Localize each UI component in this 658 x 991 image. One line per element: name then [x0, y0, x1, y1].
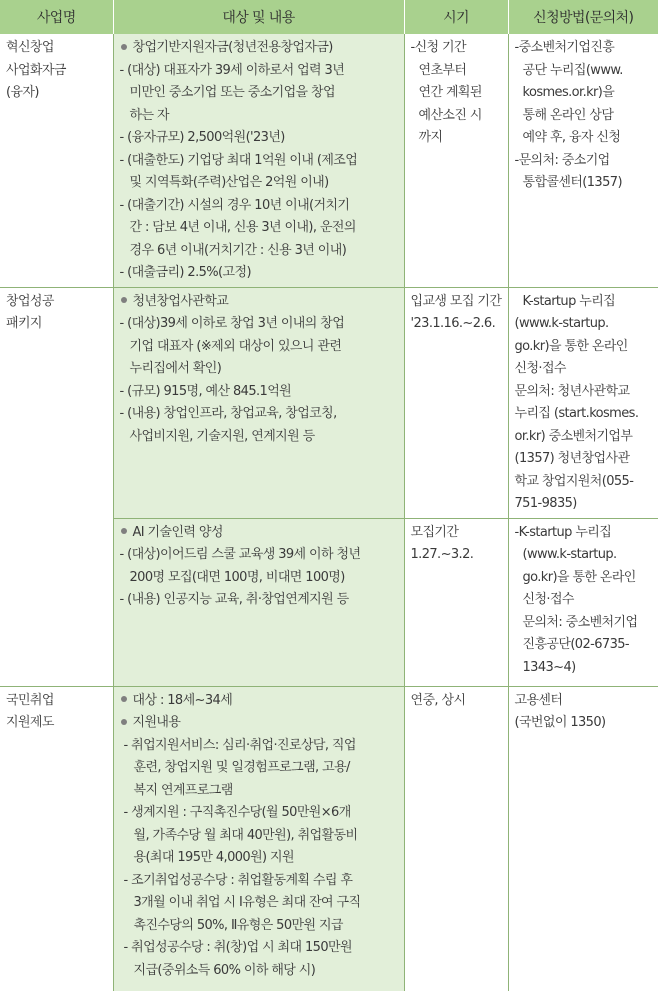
content-line: 기업 대표자 (※제외 대상이 있으니 관련 — [129, 338, 342, 354]
apply-line: -문의처: 중소기업 — [514, 152, 610, 168]
program-name — [0, 287, 113, 686]
content-line: - (대출금리) 2.5%(고정) — [119, 265, 251, 280]
content-bullet: 청년창업사관학교 — [120, 291, 400, 314]
content-line: 3개월 이내 취업 시 Ⅰ유형은 최대 잔여 구직 — [133, 895, 361, 910]
content-line: - (내용) 창업인프라, 창업교육, 창업코칭, — [119, 406, 337, 421]
content-line: - (융자규모) 2,500억원('23년) — [119, 130, 285, 145]
period-line: '23.1.16.~2.6. — [410, 316, 496, 331]
apply-line: 예약 후, 융자 신청 — [522, 130, 621, 145]
content-bullet: 대상 : 18세~34세 — [120, 690, 400, 713]
apply-line: (www.k-startup. — [514, 316, 609, 331]
content-line: - 취업성공수당 : 취(창)업 시 최대 150만원 — [123, 940, 352, 955]
content-bullet: 지원내용 — [120, 712, 400, 735]
apply-line: 문의처: 중소벤처기업 — [522, 614, 638, 630]
program-name-line: 국민취업 — [6, 692, 54, 708]
program-content — [113, 287, 404, 518]
content-line: 누리집에서 확인) — [129, 361, 222, 376]
program-period — [404, 518, 508, 686]
header-content: 대상 및 내용 — [113, 0, 404, 34]
apply-line: 진흥공단(02-6735- — [522, 637, 630, 652]
period-line: 연초부터 — [418, 62, 467, 78]
content-line: - 취업지원서비스: 심리·취업·진로상담, 직업 — [123, 737, 356, 753]
period-line: 예산소진 시 — [418, 107, 482, 123]
content-line: 미만인 중소기업 또는 중소기업을 창업 — [129, 85, 335, 100]
content-line: 사업비지원, 기술지원, 연계지원 등 — [129, 428, 315, 444]
program-period — [404, 287, 508, 518]
content-line: 월, 가족수당 월 최대 40만원), 취업활동비 — [133, 827, 358, 843]
content-bullet: 창업기반지원자금(청년전용창업자금) — [120, 37, 400, 60]
apply-line: 통해 온라인 상담 — [522, 107, 614, 123]
apply-line: 통합콜센터(1357) — [522, 175, 622, 190]
program-apply — [508, 686, 658, 991]
program-name — [0, 686, 113, 991]
content-line: - (규모) 915명, 예산 845.1억원 — [119, 383, 292, 399]
bullet-icon — [121, 297, 127, 303]
program-content — [113, 518, 404, 686]
apply-line: -중소벤처기업진흥 — [514, 40, 615, 55]
period-line: 모집기간 — [410, 524, 459, 540]
program-name-line: 사업화자금 — [6, 62, 66, 78]
content-line: - 생계지원 : 구직촉진수당(월 50만원×6개 — [123, 805, 351, 820]
header-period: 시기 — [404, 0, 508, 34]
bullet-icon — [121, 719, 127, 725]
apply-line: (1357) 청년창업사관 — [514, 451, 630, 466]
content-line: - (대상) 대표자가 39세 이하로서 업력 3년 — [119, 62, 345, 78]
content-line: 복지 연계프로그램 — [133, 782, 233, 798]
program-name-line: (융자) — [6, 85, 39, 100]
program-content — [113, 686, 404, 991]
period-line: 까지 — [418, 130, 443, 145]
apply-line: 신청·접수 — [514, 361, 566, 376]
period-line: 입교생 모집 기간 — [410, 293, 502, 309]
content-line: 지급(중위소득 60% 이하 해당 시) — [133, 962, 316, 978]
apply-line: 751-9835) — [514, 496, 577, 511]
apply-line: 고용센터 — [514, 692, 563, 708]
apply-line: (www.k-startup. — [522, 547, 617, 562]
program-name-line: 지원제도 — [6, 715, 54, 730]
apply-line: 문의처: 청년사관학교 — [514, 383, 630, 399]
apply-line: kosmes.or.kr)을 — [522, 85, 615, 100]
period-line: -신청 기간 — [410, 40, 466, 55]
bullet-icon — [121, 528, 127, 534]
content-line: - (대출기간) 시설의 경우 10년 이내(거치기 — [119, 197, 350, 213]
content-line: 및 지역특화(주력)산업은 2억원 이내) — [129, 175, 329, 190]
program-period — [404, 686, 508, 991]
content-line: 훈련, 창업지원 및 일경험프로그램, 고용/ — [133, 760, 350, 775]
content-line: - 조기취업성공수당 : 취업활동계획 수립 후 — [123, 872, 353, 888]
period-line: 연간 계획된 — [418, 85, 482, 100]
bullet-icon — [121, 44, 127, 50]
program-name-line: 혁신창업 — [6, 40, 54, 55]
apply-line: 신청·접수 — [522, 592, 574, 607]
content-line: 용(최대 195만 4,000원) 지원 — [133, 850, 294, 865]
program-apply — [508, 287, 658, 518]
table-row — [0, 34, 658, 287]
apply-line: 누리집 (start.kosmes. — [514, 406, 639, 421]
period-line: 1.27.~3.2. — [410, 547, 474, 562]
content-line: 경우 6년 이내(거치기간 : 신용 3년 이내) — [129, 242, 347, 258]
period-line: 연중, 상시 — [410, 692, 466, 708]
bullet-icon — [121, 696, 127, 702]
program-name — [0, 34, 113, 287]
content-bullet: AI 기술인력 양성 — [120, 522, 400, 545]
apply-line: or.kr) 중소벤처기업부 — [514, 428, 633, 444]
header-name: 사업명 — [0, 0, 113, 34]
program-apply — [508, 34, 658, 287]
program-content — [113, 34, 404, 287]
apply-line: -K-startup 누리집 — [514, 524, 612, 540]
content-line: 200명 모집(대면 100명, 비대면 100명) — [129, 569, 345, 585]
content-line: - (대출한도) 기업당 최대 1억원 이내 (제조업 — [119, 152, 358, 168]
table-row — [0, 686, 658, 991]
apply-line: 1343~4) — [522, 659, 576, 675]
header-row — [0, 0, 658, 34]
header-apply: 신청방법(문의처) — [508, 0, 658, 34]
program-apply — [508, 518, 658, 686]
content-line: 촉진수당의 50%, Ⅱ유형은 50만원 지급 — [133, 917, 343, 933]
content-line: - (대상)39세 이하로 창업 3년 이내의 창업 — [119, 316, 345, 331]
content-line: - (대상)이어드림 스쿨 교육생 39세 이하 청년 — [119, 547, 361, 562]
table-row — [0, 287, 658, 518]
program-name-line: 패키지 — [6, 316, 42, 331]
apply-line: go.kr)을 통한 온라인 — [514, 338, 628, 354]
apply-line: (국번없이 1350) — [514, 715, 606, 730]
apply-line: 공단 누리집(www. — [522, 62, 623, 78]
content-line: - (내용) 인공지능 교육, 취·창업연계지원 등 — [119, 592, 349, 607]
program-name-line: 창업성공 — [6, 293, 54, 309]
content-line: 간 : 담보 4년 이내, 신용 3년 이내), 운전의 — [129, 220, 356, 235]
apply-line: 학교 창업지원처(055- — [514, 473, 634, 489]
apply-line: K-startup 누리집 — [522, 293, 616, 309]
content-line: 하는 자 — [129, 107, 169, 123]
program-period — [404, 34, 508, 287]
apply-line: go.kr)을 통한 온라인 — [522, 569, 636, 585]
